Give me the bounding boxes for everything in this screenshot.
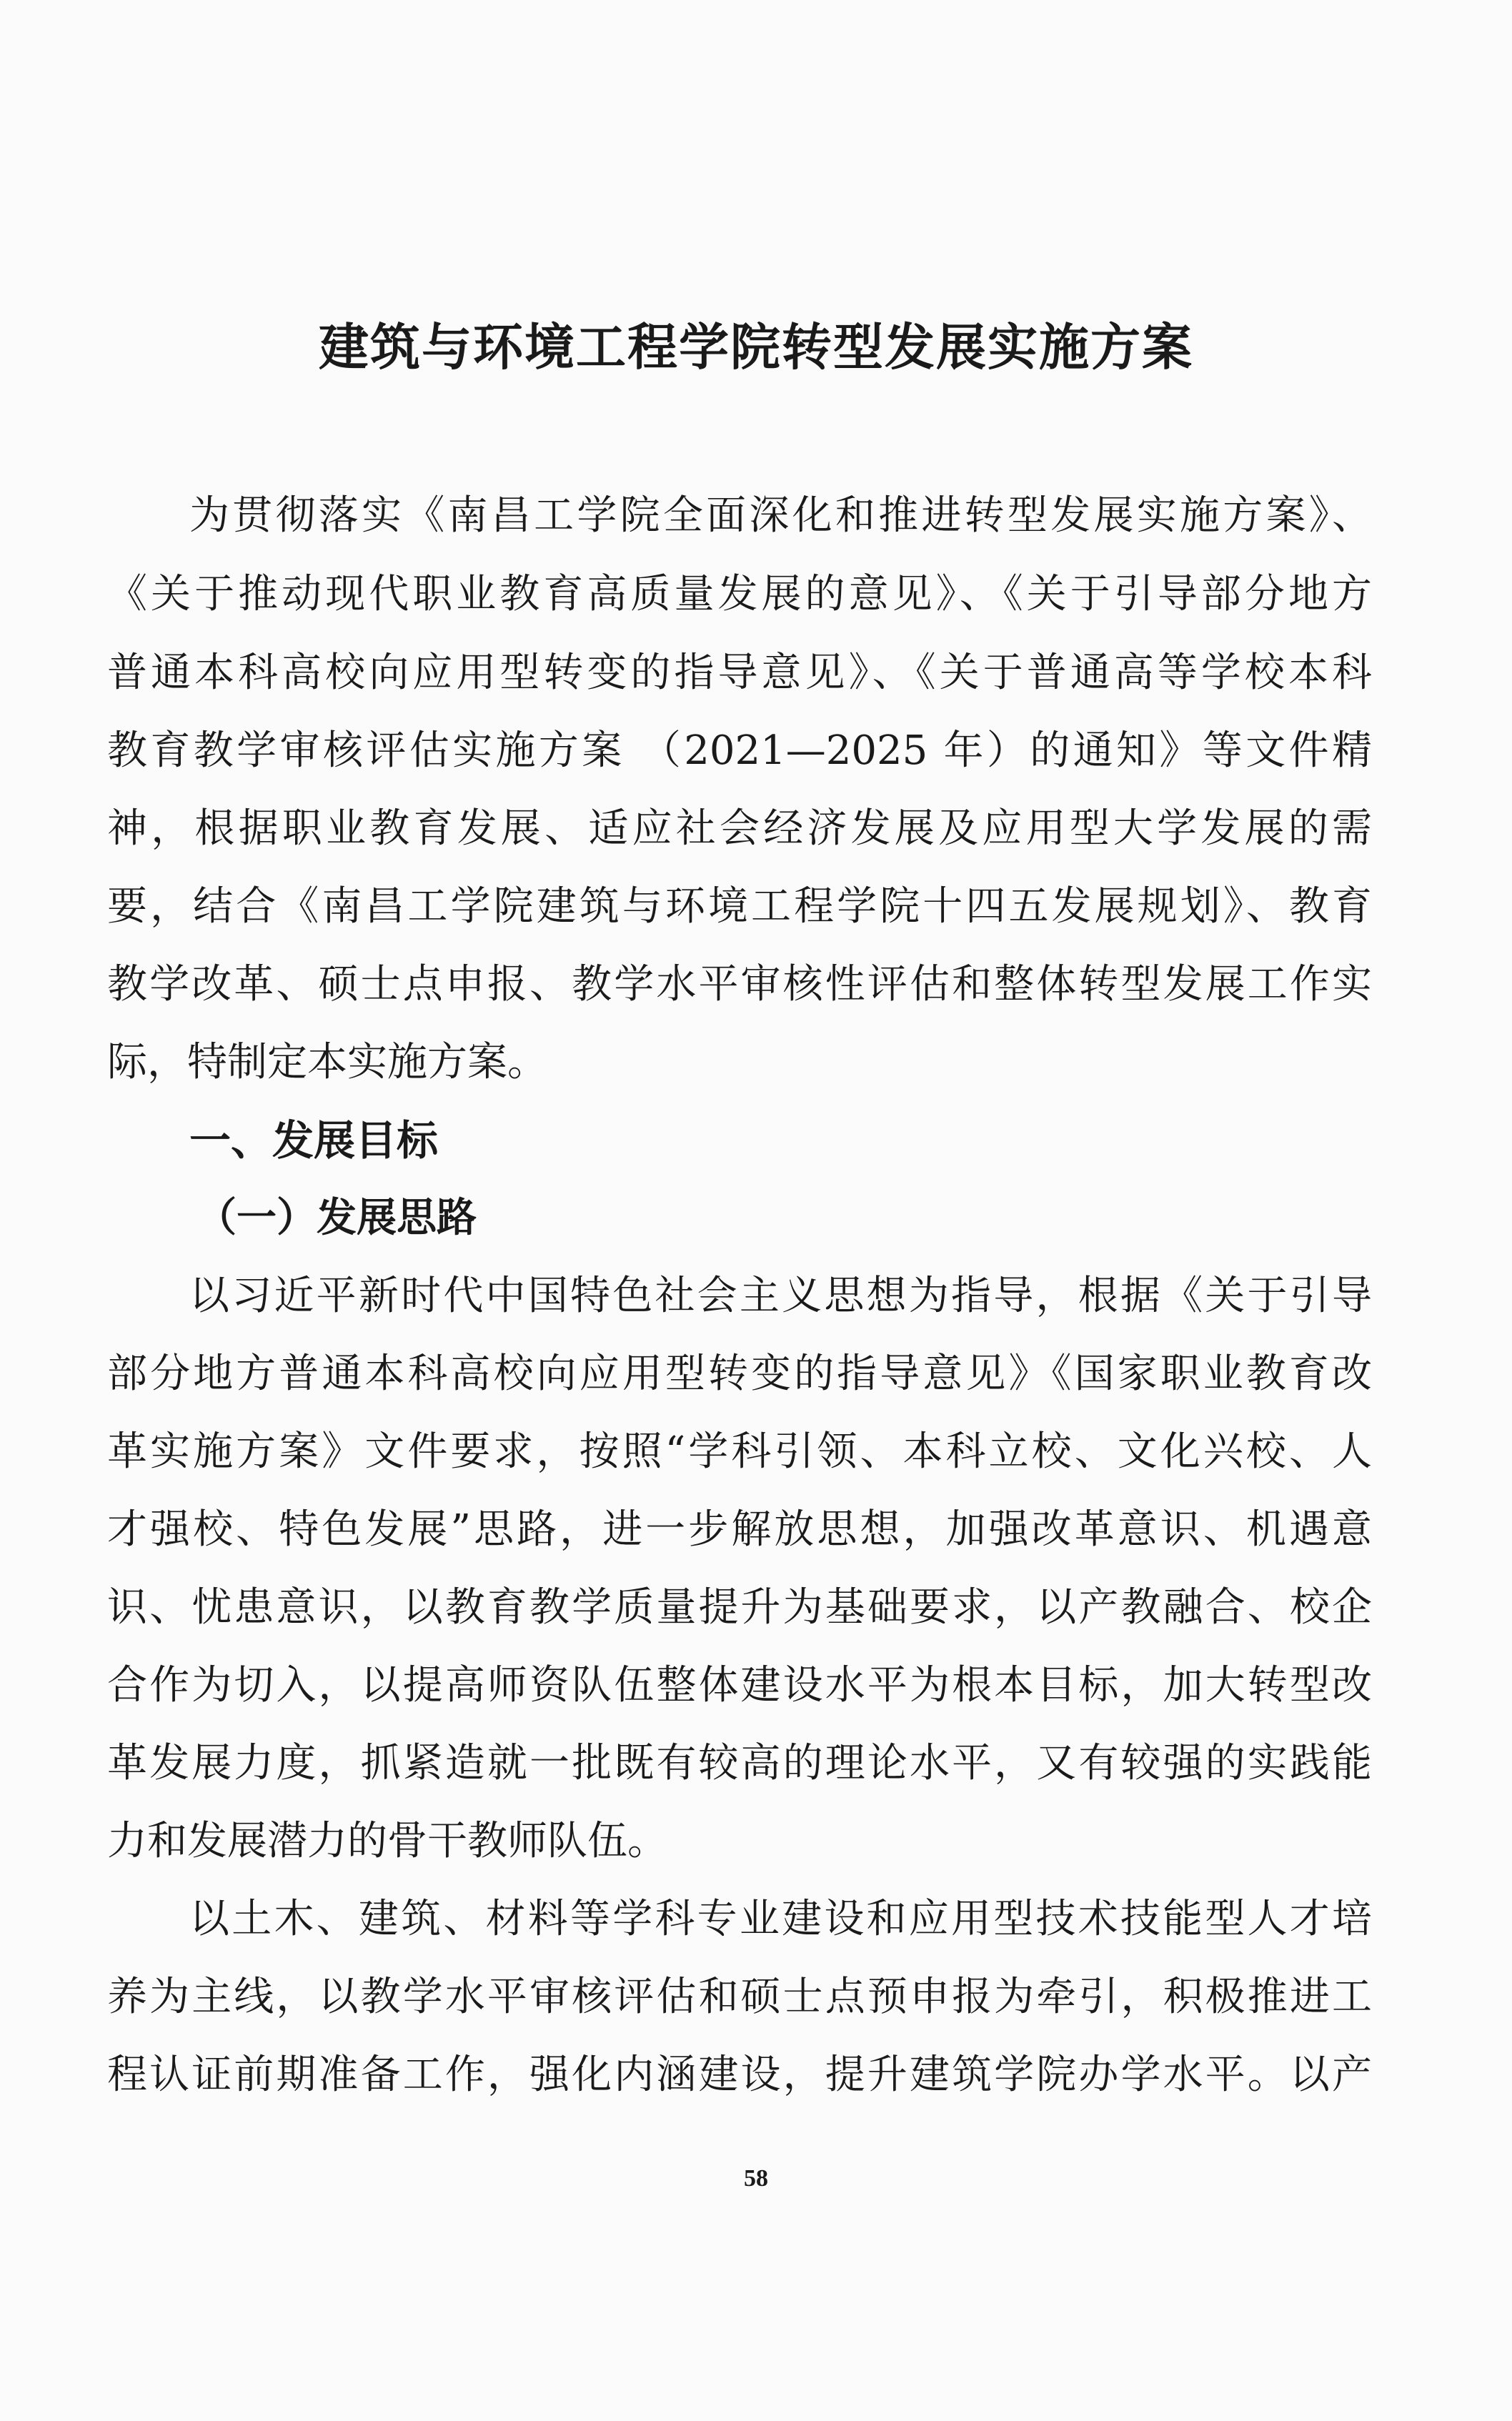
page-number: 58	[744, 2165, 768, 2192]
intro-line: 要，结合《南昌工学院建筑与环境工程学院十四五发展规划》、教育	[107, 883, 1372, 930]
paragraph-line: 程认证前期准备工作，强化内涵建设，提升建筑学院办学水平。以产	[107, 2052, 1372, 2098]
paragraph-line: 养为主线，以教学水平审核评估和硕士点预申报为牵引，积极推进工	[107, 1974, 1372, 2020]
intro-line: 普通本科高校向应用型转变的指导意见》、《关于普通高等学校本科	[107, 650, 1372, 696]
document-title: 建筑与环境工程学院转型发展实施方案	[319, 318, 1193, 377]
intro-line: 教育教学审核评估实施方案 （2021—2025 年）的通知》等文件精	[107, 727, 1372, 774]
paragraph-line: 以习近平新时代中国特色社会主义思想为指导，根据《关于引导	[189, 1273, 1372, 1319]
paragraph-line: 以土木、建筑、材料等学科专业建设和应用型技术技能型人才培	[189, 1896, 1372, 1942]
paragraph-line: 力和发展潜力的骨干教师队伍。	[107, 1818, 667, 1864]
paragraph-line: 识、忧患意识，以教育教学质量提升为基础要求，以产教融合、校企	[107, 1584, 1372, 1631]
intro-line: 为贯彻落实《南昌工学院全面深化和推进转型发展实施方案》、	[189, 492, 1372, 539]
paragraph-line: 合作为切入，以提高师资队伍整体建设水平为根本目标，加大转型改	[107, 1662, 1372, 1709]
section-heading: 一、发展目标	[189, 1116, 439, 1165]
paragraph-line: 革实施方案》文件要求，按照“学科引领、本科立校、文化兴校、人	[107, 1428, 1372, 1475]
paragraph-line: 革发展力度，抓紧造就一批既有较高的理论水平，又有较强的实践能	[107, 1740, 1372, 1786]
subsection-heading: （一）发展思路	[197, 1195, 477, 1241]
paragraph-line: 才强校、特色发展”思路，进一步解放思想，加强改革意识、机遇意	[107, 1506, 1372, 1553]
paragraph-line: 部分地方普通本科高校向应用型转变的指导意见》《国家职业教育改	[107, 1351, 1372, 1397]
intro-line: 《关于推动现代职业教育高质量发展的意见》、《关于引导部分地方	[107, 571, 1372, 617]
intro-line: 际，特制定本实施方案。	[107, 1039, 547, 1085]
intro-line: 神，根据职业教育发展、适应社会经济发展及应用型大学发展的需	[107, 805, 1372, 852]
intro-line: 教学改革、硕士点申报、教学水平审核性评估和整体转型发展工作实	[107, 961, 1372, 1008]
